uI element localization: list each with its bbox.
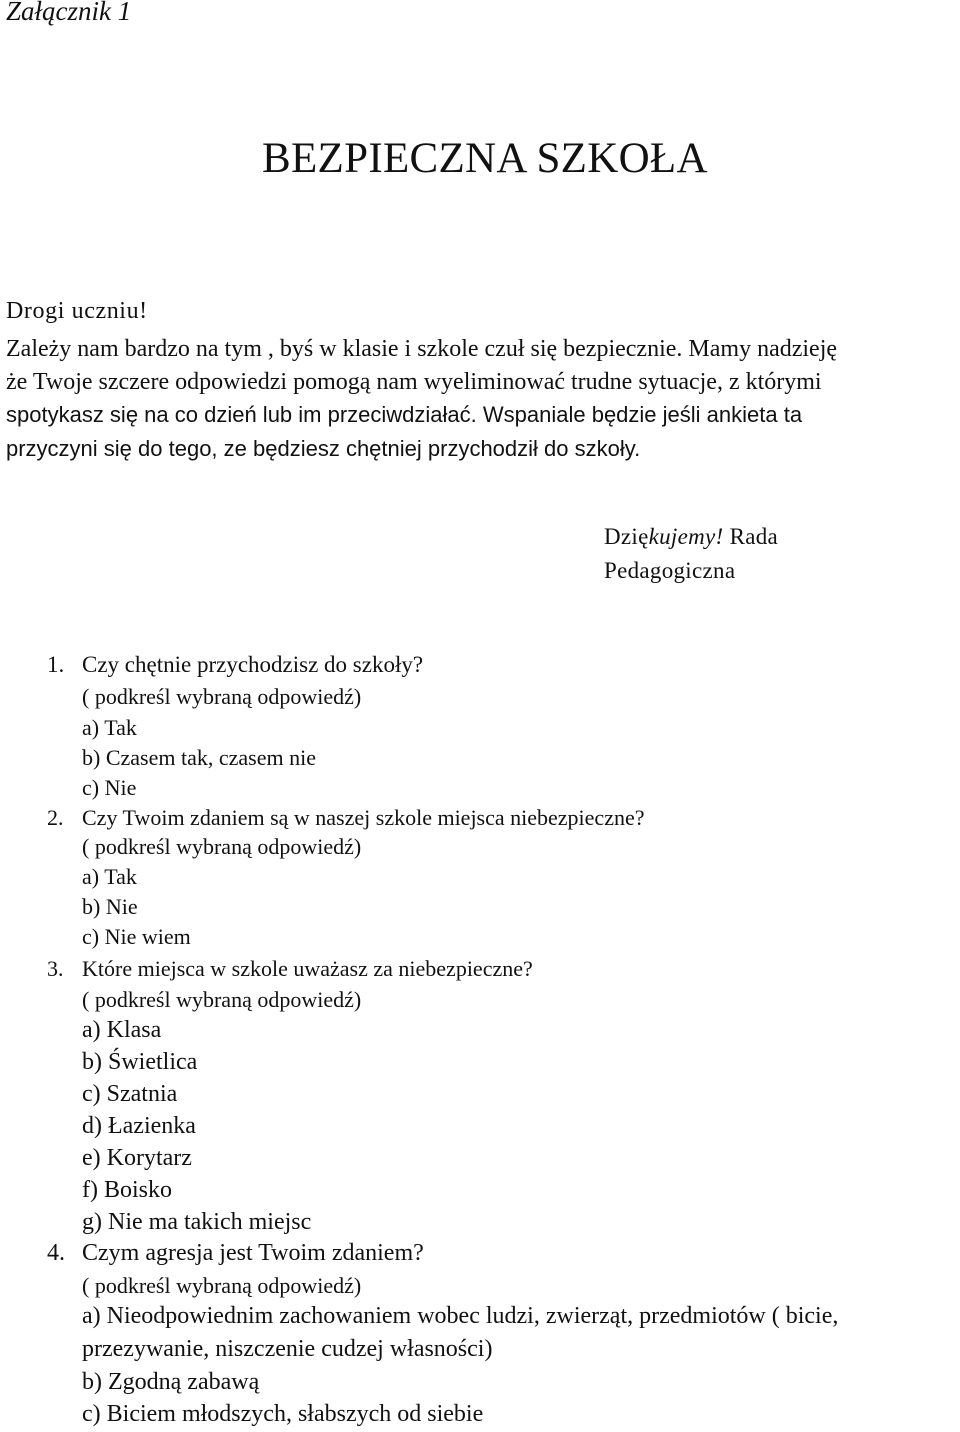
question-3-option-c: c) Szatnia — [82, 1081, 178, 1107]
signature-thanks — [604, 524, 778, 550]
attachment-label: Załącznik 1 — [6, 0, 132, 26]
question-1-instruction: ( podkreśl wybraną odpowiedź) — [82, 684, 362, 709]
question-3-number: 3. — [47, 956, 64, 981]
question-3-option-b: b) Świetlica — [82, 1049, 198, 1075]
question-3-option-d: d) Łazienka — [82, 1113, 196, 1139]
signature-name: Pedagogiczna — [604, 558, 736, 583]
question-4-option-b: b) Zgodną zabawą — [82, 1369, 260, 1395]
question-3-option-e: e) Korytarz — [82, 1145, 192, 1171]
question-1-option-c: c) Nie — [82, 775, 137, 800]
question-2-option-b: b) Nie — [82, 894, 138, 919]
question-1-text: Czy chętnie przychodzisz do szkoły? — [82, 652, 424, 677]
page-title: BEZPIECZNA SZKOŁA — [262, 135, 708, 182]
question-3-instruction: ( podkreśl wybraną odpowiedź) — [82, 987, 362, 1012]
thanks-part-b: kujemy! — [648, 524, 724, 549]
question-4-option-a: a) Nieodpowiednim zachowaniem wobec ludzi, zwierząt, przedmiotów ( bicie, — [82, 1303, 839, 1329]
intro-line-3a: spotykasz się na co dzień lub im przeciwdziałać. — [6, 402, 477, 427]
question-3-option-g: g) Nie ma takich miejsc — [82, 1209, 312, 1235]
thanks-part-a: Dzię — [604, 524, 649, 549]
intro-line-3 — [6, 402, 802, 429]
question-2-instruction: ( podkreśl wybraną odpowiedź) — [82, 834, 362, 859]
question-4-option-c: c) Biciem młodszych, słabszych od siebie — [82, 1401, 484, 1427]
question-1-option-a: a) Tak — [82, 715, 137, 740]
question-2-text: Czy Twoim zdaniem są w naszej szkole miejsca niebezpieczne? — [82, 805, 645, 830]
intro-line-1: Zależy nam bardzo na tym , byś w klasie i szkole czuł się bezpiecznie. Mamy nadzieję — [6, 336, 838, 362]
thanks-part-c: Rada — [723, 524, 779, 549]
question-3-text: Które miejsca w szkole uważasz za niebezpieczne? — [82, 956, 533, 981]
question-4-instruction: ( podkreśl wybraną odpowiedź) — [82, 1273, 362, 1298]
question-2-number: 2. — [47, 805, 64, 830]
intro-line-4: przyczyni się do tego, ze będziesz chętniej przychodził do szkoły. — [6, 436, 641, 461]
question-4-text: Czym agresja jest Twoim zdaniem? — [82, 1240, 424, 1266]
question-4-number: 4. — [47, 1240, 65, 1266]
intro-line-2: że Twoje szczere odpowiedzi pomogą nam wyeliminować trudne sytuacje, z którymi — [6, 369, 822, 395]
question-1-option-b: b) Czasem tak, czasem nie — [82, 745, 316, 770]
question-3-option-a: a) Klasa — [82, 1017, 162, 1043]
question-1-number: 1. — [47, 652, 65, 677]
question-2-option-c: c) Nie wiem — [82, 924, 191, 949]
greeting: Drogi uczniu! — [6, 298, 148, 324]
intro-line-3b: Wspaniale będzie jeśli ankieta ta — [476, 402, 803, 427]
question-3-option-f: f) Boisko — [82, 1177, 172, 1203]
question-2-option-a: a) Tak — [82, 864, 137, 889]
question-4-option-a-cont: przezywanie, niszczenie cudzej własności) — [82, 1336, 493, 1362]
